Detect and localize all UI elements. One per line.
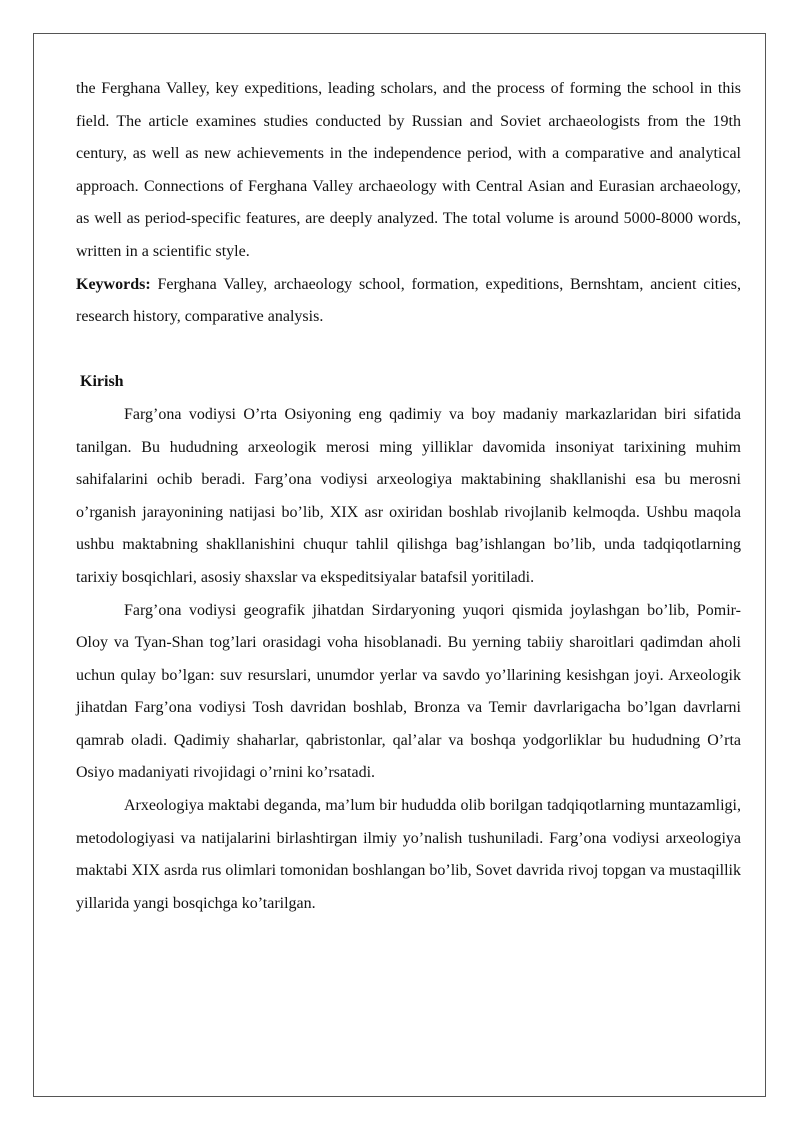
section-heading: Kirish (80, 373, 124, 391)
document-body (76, 73, 741, 920)
body-paragraph: Farg’ona vodiysi geografik jihatdan Sirdaryoning yuqori qismida joylashgan bo’lib, Pomir-Oloy va Tyan-Shan tog’lari orasidagi voha hisoblanadi. Bu yerning tabiiy sharoitlari qadimdan aholi uchun qulay bo’lgan: suv resurslari, unumdor yerlar va savdo yo’llarining kesishgan joyi. Arxeologik jihatdan Farg’ona vodiysi Tosh davridan boshlab, Bronza va Temir davrlarigacha bo’lgan davrlarni qamrab oladi. Qadimiy shaharlar, qabristonlar, qal’alar va boshqa yodgorliklar bu hududning O’rta Osiyo madaniyati rivojidagi o’rnini ko’rsatadi. (76, 601, 741, 782)
body-paragraph: Farg’ona vodiysi O’rta Osiyoning eng qadimiy va boy madaniy markazlaridan biri sifatida tanilgan. Bu hududning arxeologik merosi ming yilliklar davomida insoniyat tarixining muhim sahifalarini ochib beradi. Farg’ona vodiysi arxeologiya maktabining shakllanishi esa bu merosni o’rganish jarayonining natijasi bo’lib, XIX asr oxiridan boshlab rivojlanib kelmoqda. Ushbu maqola ushbu maktabning shakllanishini chuqur tahlil qilishga bag’ishlangan bo’lib, unda tadqiqotlarning tarixiy bosqichlari, asosiy shaxslar va ekspeditsiyalar batafsil yoritiladi. (76, 405, 741, 586)
keywords-text: Ferghana Valley, archaeology school, formation, expeditions, Bernshtam, ancient cities, research history, comparative analysis. (76, 275, 741, 326)
keywords-label: Keywords: (76, 275, 151, 293)
body-paragraph: Arxeologiya maktabi deganda, ma’lum bir hududda olib borilgan tadqiqotlarning muntazamligi, metodologiyasi va natijalarini birlashtirgan ilmiy yo’nalish tushuniladi. Farg’ona vodiysi arxeologiya maktabi XIX asrda rus olimlari tomonidan boshlangan bo’lib, Sovet davrida rivoj topgan va mustaqillik yillarida yangi bosqichga ko’tarilgan. (76, 797, 741, 912)
abstract-paragraph: the Ferghana Valley, key expeditions, leading scholars, and the process of forming the school in this field. The article examines studies conducted by Russian and Soviet archaeologists from the 19th century, as well as new achievements in the independence period, with a comparative and analytical approach. Connections of Ferghana Valley archaeology with Central Asian and Eurasian archaeology, as well as period-specific features, are deeply analyzed. The total volume is around 5000-8000 words, written in a scientific style. (76, 80, 741, 260)
keywords-paragraph (76, 269, 741, 334)
blank-line (76, 334, 741, 367)
